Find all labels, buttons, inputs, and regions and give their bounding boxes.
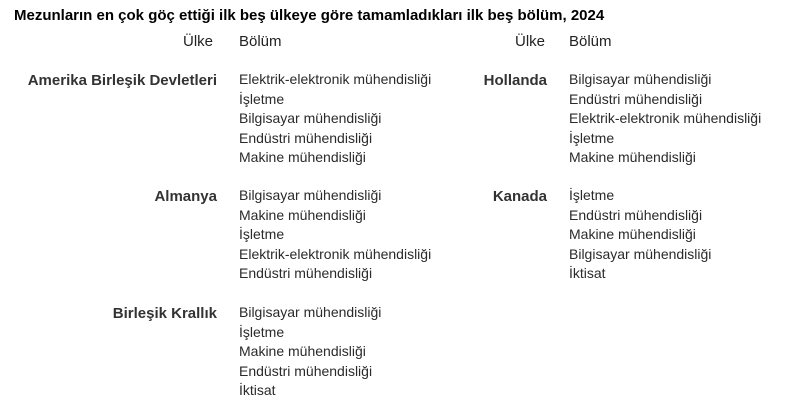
list-item: Endüstri mühendisliği	[569, 206, 703, 223]
list-item: Endüstri mühendisliği	[569, 90, 703, 107]
list-item: İşletme	[239, 90, 285, 107]
country-label-uk: Birleşik Krallık	[112, 305, 217, 322]
list-item: İktisat	[239, 382, 276, 398]
list-item: Elektrik-elektronik mühendisliği	[239, 71, 432, 87]
list-item: Endüstri mühendisliği	[239, 265, 373, 281]
department-list-netherlands	[569, 70, 761, 168]
country-label-usa: Amerika Birleşik Devletleri	[27, 72, 217, 89]
department-list-canada	[569, 186, 711, 284]
list-item: Makine mühendisliği	[239, 343, 366, 359]
list-item: Makine mühendisliği	[569, 149, 696, 165]
list-item: Elektrik-elektronik mühendisliği	[569, 110, 762, 126]
list-item: İktisat	[569, 265, 606, 281]
list-item: İşletme	[569, 129, 615, 146]
list-item: Makine mühendisliği	[239, 206, 366, 223]
list-item: Makine mühendisliği	[239, 149, 366, 165]
header-country-right: Ülke	[515, 33, 546, 50]
country-label-netherlands: Hollanda	[483, 72, 547, 89]
page-title: Mezunların en çok göç ettiği ilk beş ülkeye göre tamamladıkları ilk beş bölüm, 2024	[14, 7, 605, 24]
list-item: Elektrik-elektronik mühendisliği	[239, 245, 432, 262]
list-item: Bilgisayar mühendisliği	[239, 110, 382, 126]
list-item: Bilgisayar mühendisliği	[239, 187, 382, 203]
list-item: İşletme	[569, 187, 615, 203]
header-department-right: Bölüm	[569, 33, 612, 50]
list-item: Endüstri mühendisliği	[239, 362, 373, 379]
list-item: Bilgisayar mühendisliği	[239, 304, 382, 320]
list-item: Bilgisayar mühendisliği	[569, 245, 712, 262]
department-list-germany	[239, 186, 431, 284]
list-item: Makine mühendisliği	[569, 226, 696, 242]
list-item: Bilgisayar mühendisliği	[569, 71, 712, 87]
header-department-left: Bölüm	[239, 33, 282, 50]
header-country-left: Ülke	[183, 33, 214, 50]
country-label-germany: Almanya	[154, 188, 217, 205]
department-list-usa	[239, 70, 431, 168]
list-item: İşletme	[239, 226, 285, 242]
department-list-uk	[239, 303, 381, 401]
country-label-canada: Kanada	[492, 188, 547, 205]
list-item: Endüstri mühendisliği	[239, 129, 373, 146]
list-item: İşletme	[239, 323, 285, 340]
